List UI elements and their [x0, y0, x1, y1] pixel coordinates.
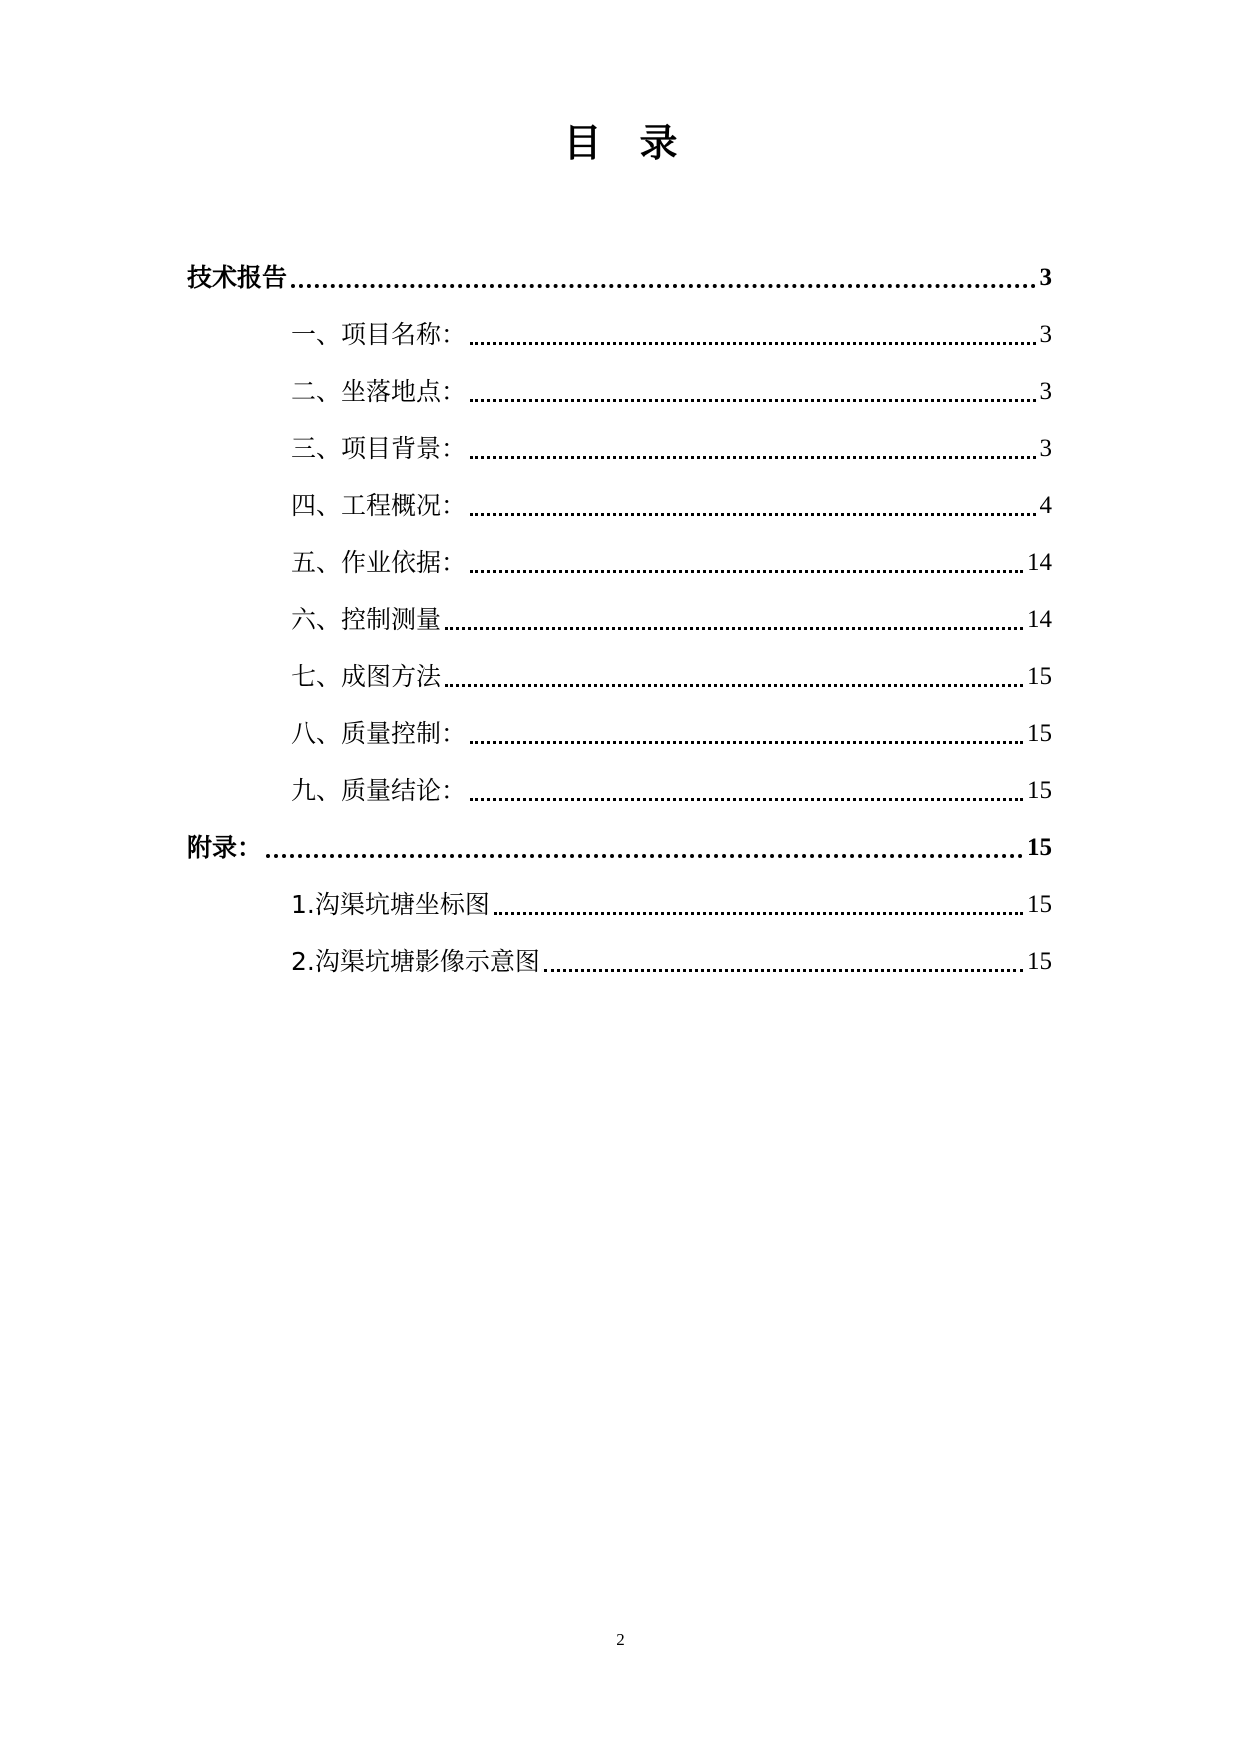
toc-dot-leader [266, 854, 1023, 858]
toc-entry-label: 2.沟渠坑塘影像示意图 [291, 947, 540, 976]
toc-entry-label: 1.沟渠坑塘坐标图 [291, 890, 490, 919]
toc-entry[interactable] [187, 693, 1052, 750]
toc-entry[interactable] [187, 237, 1052, 294]
toc-entry-label: 七、成图方法 [291, 662, 442, 691]
toc-entry-page: 15 [1027, 948, 1052, 975]
toc-entry-label: 九、质量结论： [291, 776, 467, 805]
toc-dot-leader [470, 399, 1035, 402]
toc-entry-label: 八、质量控制： [291, 719, 467, 748]
toc-entry-label: 一、项目名称： [291, 320, 467, 349]
toc-entry-page: 14 [1027, 606, 1052, 633]
toc-entry[interactable] [187, 351, 1052, 408]
toc-entry[interactable] [187, 522, 1052, 579]
toc-entry-label: 技术报告 [187, 263, 288, 292]
table-of-contents [187, 237, 1052, 978]
toc-entry-page: 3 [1039, 321, 1052, 348]
toc-entry[interactable] [187, 636, 1052, 693]
toc-entry-page: 4 [1039, 492, 1052, 519]
toc-entry-page: 15 [1027, 663, 1052, 690]
toc-entry[interactable] [187, 408, 1052, 465]
page-number: 2 [616, 1630, 625, 1649]
toc-entry[interactable] [187, 465, 1052, 522]
page-title: 目 录 [563, 121, 678, 165]
toc-entry[interactable] [187, 921, 1052, 978]
toc-entry-page: 3 [1039, 378, 1052, 405]
toc-entry-label: 二、坐落地点： [291, 377, 467, 406]
toc-entry[interactable] [187, 750, 1052, 807]
toc-entry-page: 3 [1039, 435, 1052, 462]
toc-dot-leader [470, 798, 1023, 801]
toc-dot-leader [470, 456, 1035, 459]
toc-dot-leader [470, 342, 1035, 345]
toc-dot-leader [470, 513, 1035, 516]
toc-entry-page: 15 [1027, 891, 1052, 918]
toc-entry-label: 六、控制测量 [291, 605, 442, 634]
toc-dot-leader [445, 684, 1023, 687]
toc-entry[interactable] [187, 864, 1052, 921]
toc-entry-label: 三、项目背景： [291, 434, 467, 463]
toc-entry[interactable] [187, 579, 1052, 636]
toc-dot-leader [470, 741, 1023, 744]
toc-dot-leader [445, 627, 1023, 630]
toc-entry-page: 15 [1027, 834, 1052, 861]
toc-dot-leader [470, 570, 1023, 573]
toc-entry-label: 四、工程概况： [291, 491, 467, 520]
toc-entry-page: 14 [1027, 549, 1052, 576]
toc-entry[interactable] [187, 294, 1052, 351]
toc-entry-label: 附录： [187, 833, 263, 862]
toc-dot-leader [494, 912, 1023, 915]
toc-dot-leader [544, 969, 1023, 972]
toc-entry-page: 15 [1027, 777, 1052, 804]
toc-entry-label: 五、作业依据： [291, 548, 467, 577]
toc-entry[interactable] [187, 807, 1052, 864]
toc-entry-page: 3 [1039, 264, 1052, 291]
toc-entry-page: 15 [1027, 720, 1052, 747]
toc-dot-leader [291, 284, 1035, 288]
